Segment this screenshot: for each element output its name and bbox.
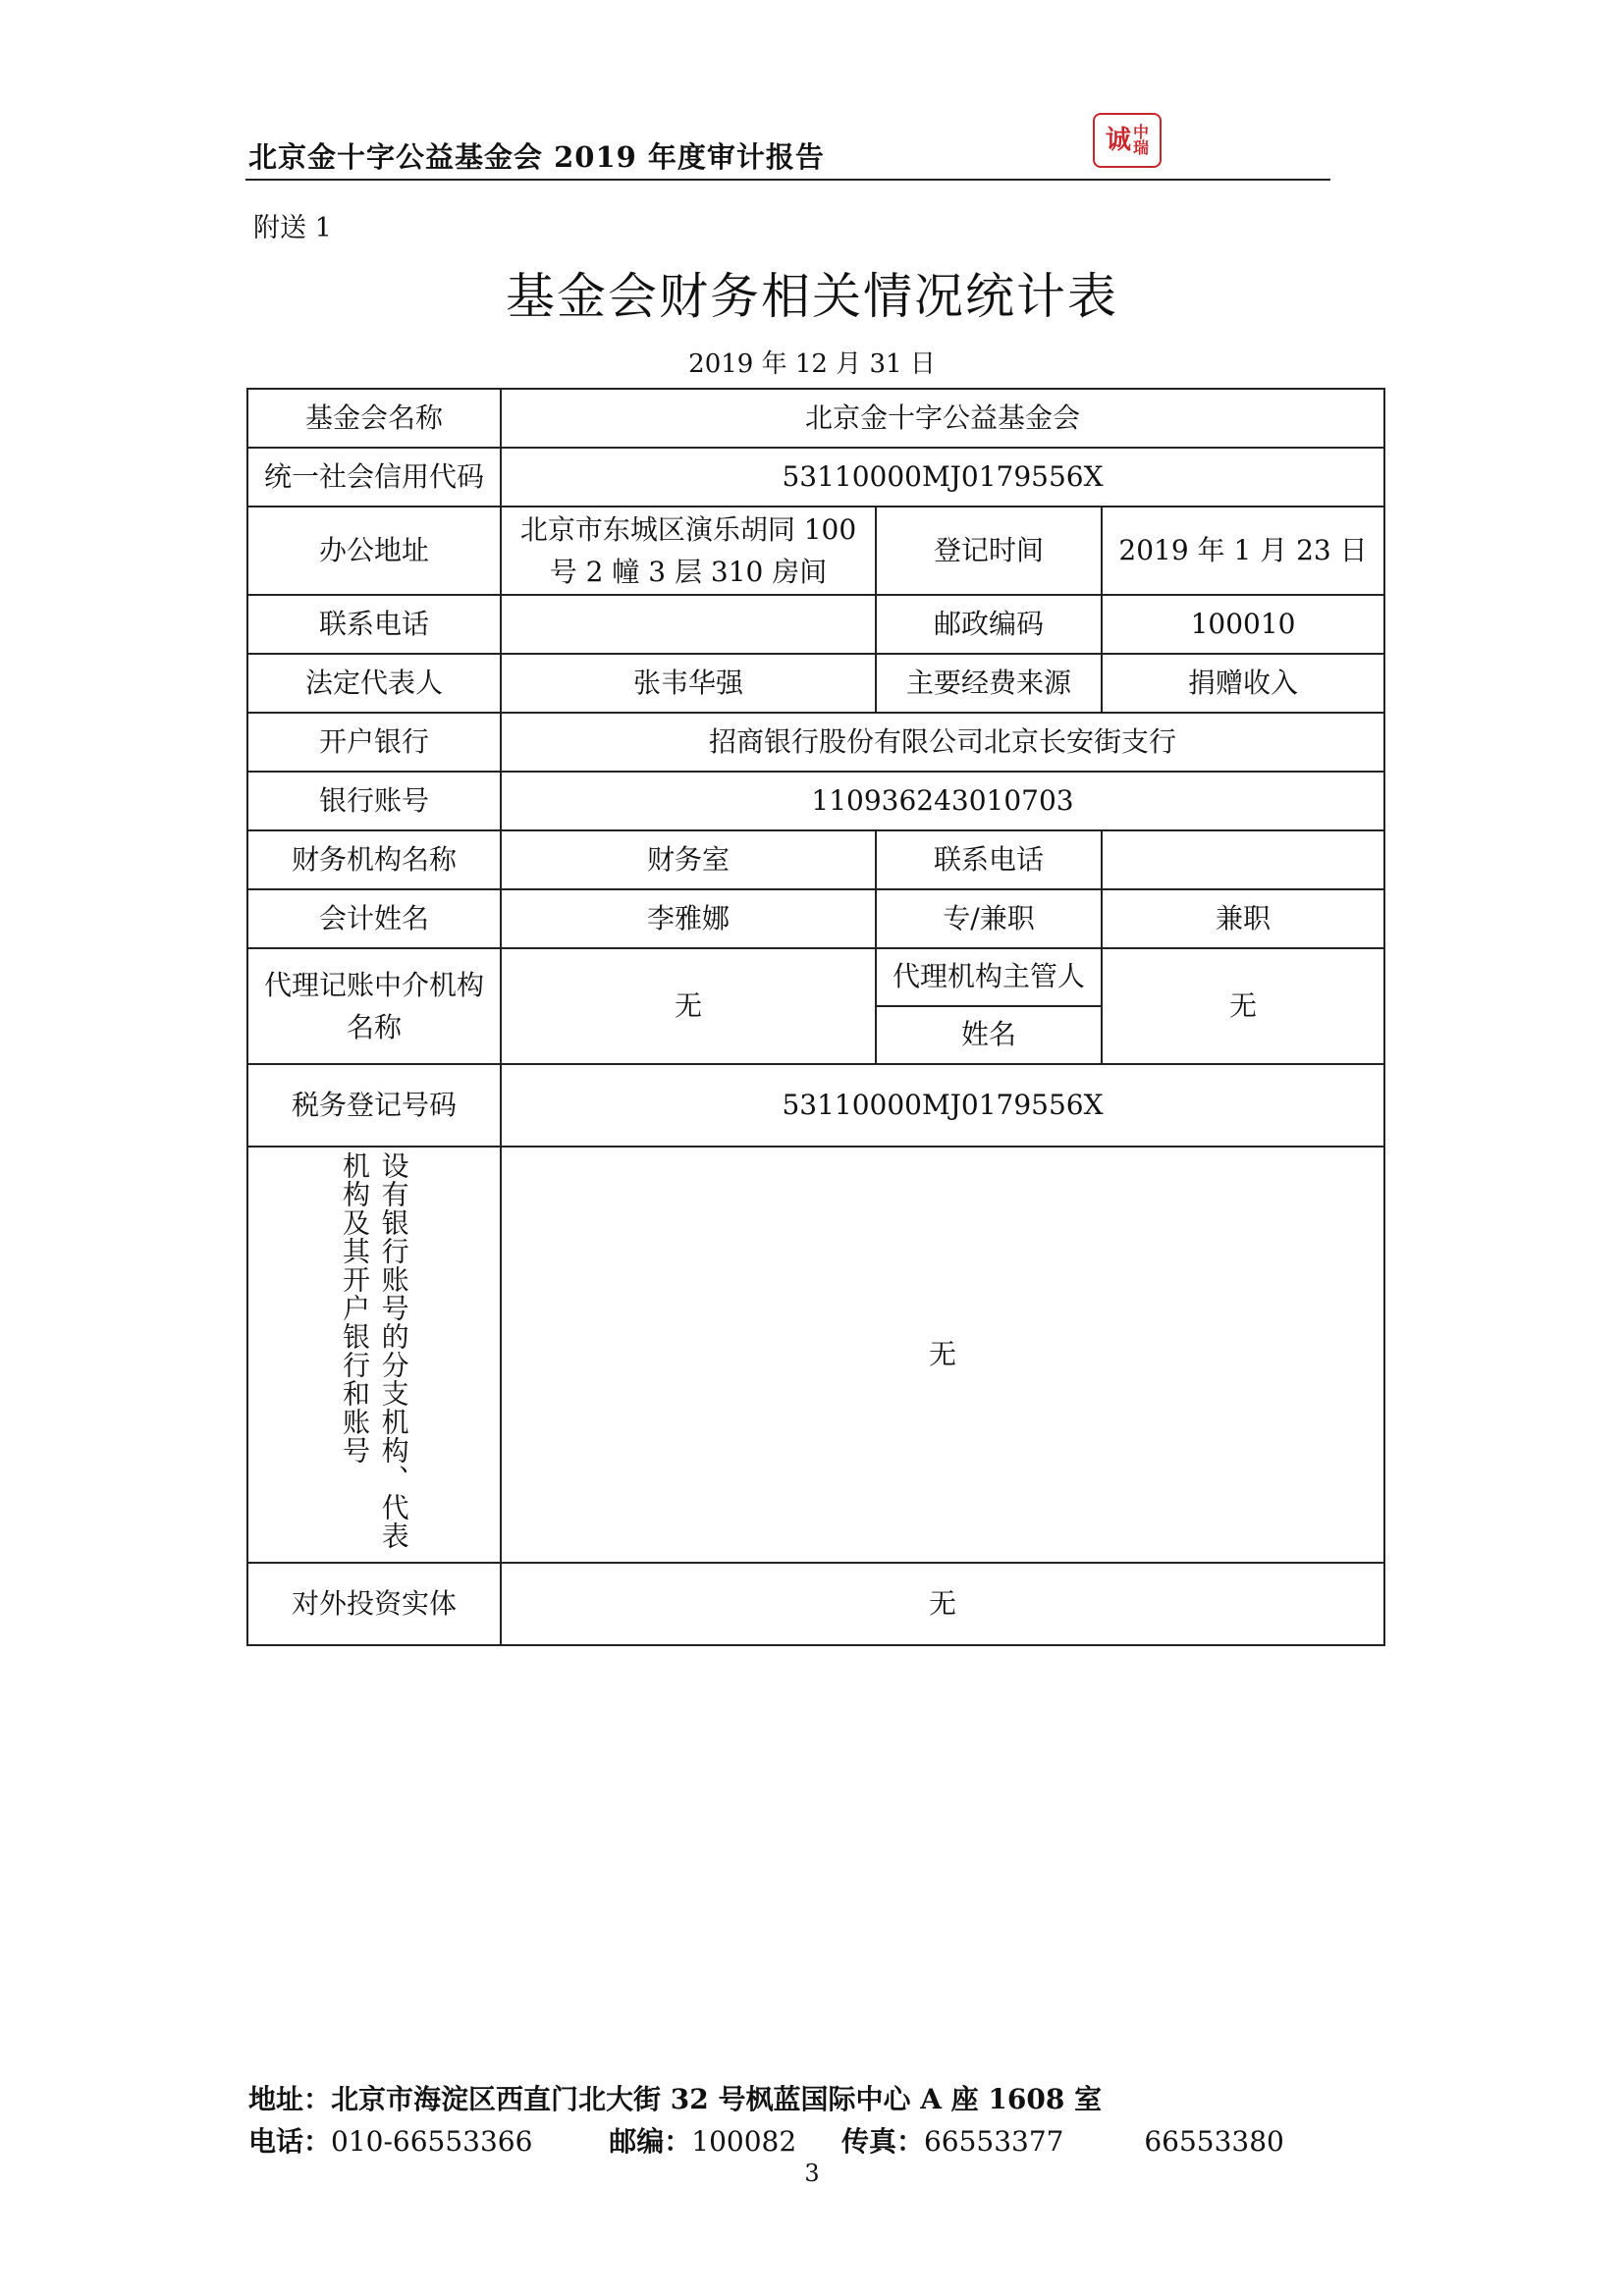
agency-head-label-bottom: 姓名 — [876, 1006, 1102, 1064]
branch-label — [247, 1147, 501, 1563]
table-row — [247, 713, 1384, 772]
footer-phone-label: 电话： — [248, 2125, 332, 2158]
tax-reg-value: 53110000MJ0179556X — [501, 1064, 1384, 1147]
footer-fax-1: 66553377 — [923, 2125, 1064, 2158]
funding-source-label: 主要经费来源 — [876, 654, 1102, 713]
investment-label: 对外投资实体 — [247, 1563, 501, 1645]
footer-address: 地址：北京市海淀区西直门北大街 32 号枫蓝国际中心 A 座 1608 室 — [248, 2083, 1103, 2115]
phone-value — [501, 595, 876, 654]
logo-small-char-1: 中 — [1133, 123, 1150, 141]
credit-code-value: 53110000MJ0179556X — [501, 448, 1384, 507]
legal-rep-label: 法定代表人 — [247, 654, 501, 713]
table-row — [247, 389, 1384, 448]
finance-stats-table — [246, 388, 1385, 1646]
table-row — [247, 830, 1384, 889]
branch-label-col2: 机构及其开户银行和账号 — [339, 1151, 371, 1465]
investment-value: 无 — [501, 1563, 1384, 1645]
table-row — [247, 654, 1384, 713]
table-row — [247, 772, 1384, 830]
table-row — [247, 889, 1384, 948]
fulltime-value: 兼职 — [1102, 889, 1384, 948]
branch-label-col1: 设有银行账号的分支机构、代表 — [377, 1151, 410, 1550]
office-address-value: 北京市东城区演乐胡同 100 号 2 幢 3 层 310 房间 — [501, 507, 876, 595]
bank-value: 招商银行股份有限公司北京长安街支行 — [501, 713, 1384, 772]
registration-time-value: 2019 年 1 月 23 日 — [1102, 507, 1384, 595]
logo-main-char: 诚 — [1105, 126, 1131, 155]
finance-phone-value — [1102, 830, 1384, 889]
table-row — [247, 507, 1384, 595]
finance-dept-value: 财务室 — [501, 830, 876, 889]
account-label: 银行账号 — [247, 772, 501, 830]
table-row — [247, 1563, 1384, 1645]
table-row — [247, 1147, 1384, 1563]
table-row — [247, 595, 1384, 654]
bank-label: 开户银行 — [247, 713, 501, 772]
branch-value: 无 — [501, 1147, 1384, 1563]
table-row — [247, 448, 1384, 507]
page-number: 3 — [804, 2160, 820, 2187]
registration-time-label: 登记时间 — [876, 507, 1102, 595]
footer-zip: 100082 — [691, 2125, 797, 2158]
foundation-name-label: 基金会名称 — [247, 389, 501, 448]
agency-label: 代理记账中介机构名称 — [247, 948, 501, 1064]
footer-contact — [248, 2120, 1284, 2160]
legal-rep-value: 张韦华强 — [501, 654, 876, 713]
branch-label-vertical — [252, 1151, 496, 1550]
table-row — [247, 948, 1384, 1006]
agency-head-label-top: 代理机构主管人 — [876, 948, 1102, 1006]
finance-phone-label: 联系电话 — [876, 830, 1102, 889]
footer-fax-2: 66553380 — [1144, 2125, 1284, 2158]
finance-dept-label: 财务机构名称 — [247, 830, 501, 889]
fulltime-label: 专/兼职 — [876, 889, 1102, 948]
postal-code-label: 邮政编码 — [876, 595, 1102, 654]
header-divider — [245, 179, 1330, 181]
logo-small-chars — [1133, 125, 1149, 156]
office-address-label: 办公地址 — [247, 507, 501, 595]
account-value: 110936243010703 — [501, 772, 1384, 830]
footer-fax-label: 传真： — [840, 2125, 924, 2158]
footer-zip-label: 邮编： — [609, 2125, 692, 2158]
funding-source-value: 捐赠收入 — [1102, 654, 1384, 713]
tax-reg-label: 税务登记号码 — [247, 1064, 501, 1147]
accountant-value: 李雅娜 — [501, 889, 876, 948]
footer-phone: 010-66553366 — [331, 2125, 533, 2158]
accountant-label: 会计姓名 — [247, 889, 501, 948]
logo-small-char-2: 瑞 — [1133, 138, 1150, 157]
agency-value: 无 — [501, 948, 876, 1064]
header-title: 北京金十字公益基金会 2019 年度审计报告 — [248, 140, 825, 174]
firm-logo — [1093, 113, 1162, 168]
report-date: 2019 年 12 月 31 日 — [688, 349, 936, 379]
attachment-label: 附送 1 — [253, 213, 332, 243]
phone-label: 联系电话 — [247, 595, 501, 654]
postal-code-value: 100010 — [1102, 595, 1384, 654]
credit-code-label: 统一社会信用代码 — [247, 448, 501, 507]
foundation-name-value: 北京金十字公益基金会 — [501, 389, 1384, 448]
page-title: 基金会财务相关情况统计表 — [506, 268, 1118, 325]
table-row — [247, 1064, 1384, 1147]
agency-head-value: 无 — [1102, 948, 1384, 1064]
